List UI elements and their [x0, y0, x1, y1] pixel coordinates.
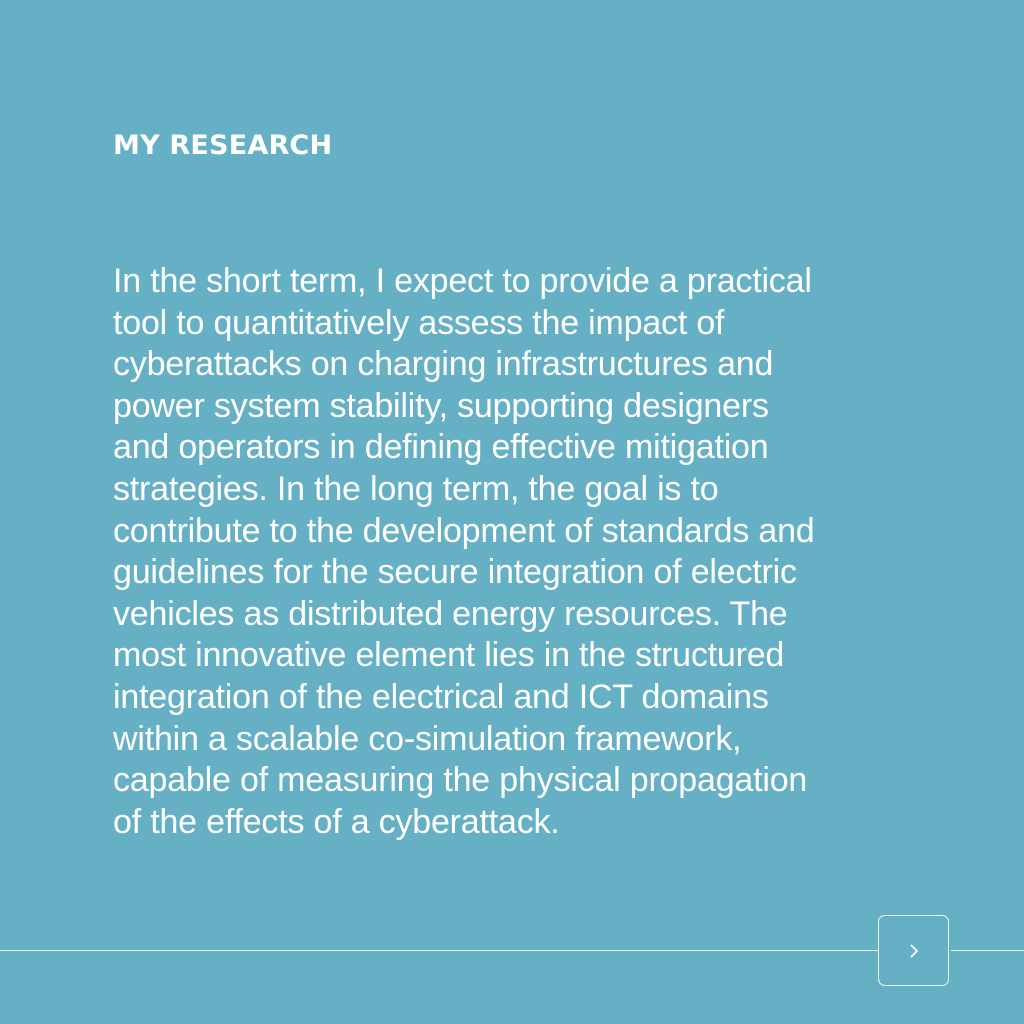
text-line: and operators in defining effective mitigation — [113, 428, 769, 467]
section-heading: MY RESEARCH — [113, 130, 333, 161]
text-line: cyberattacks on charging infrastructures and — [113, 345, 774, 384]
text-line: within a scalable co-simulation framework, — [113, 719, 742, 758]
text-line: vehicles as distributed energy resources. The — [113, 594, 788, 633]
next-slide-button[interactable] — [878, 915, 949, 986]
text-line: In the short term, I expect to provide a practical — [113, 262, 812, 300]
text-line: most innovative element lies in the structured — [113, 636, 785, 675]
text-line: integration of the electrical and ICT domains — [113, 677, 769, 716]
text-line: strategies. In the long term, the goal is to — [113, 469, 719, 508]
text-line: capable of measuring the physical propagation — [113, 761, 808, 800]
divider-line — [0, 950, 878, 951]
text-line: tool to quantitatively assess the impact of — [113, 303, 725, 342]
chevron-right-icon — [905, 942, 923, 960]
text-line: of the effects of a cyberattack. — [113, 802, 560, 841]
research-description — [113, 261, 913, 843]
divider-line — [951, 950, 1024, 951]
text-line: power system stability, supporting designers — [113, 386, 769, 425]
text-line: guidelines for the secure integration of electric — [113, 553, 797, 592]
text-line: contribute to the development of standards and — [113, 511, 815, 550]
